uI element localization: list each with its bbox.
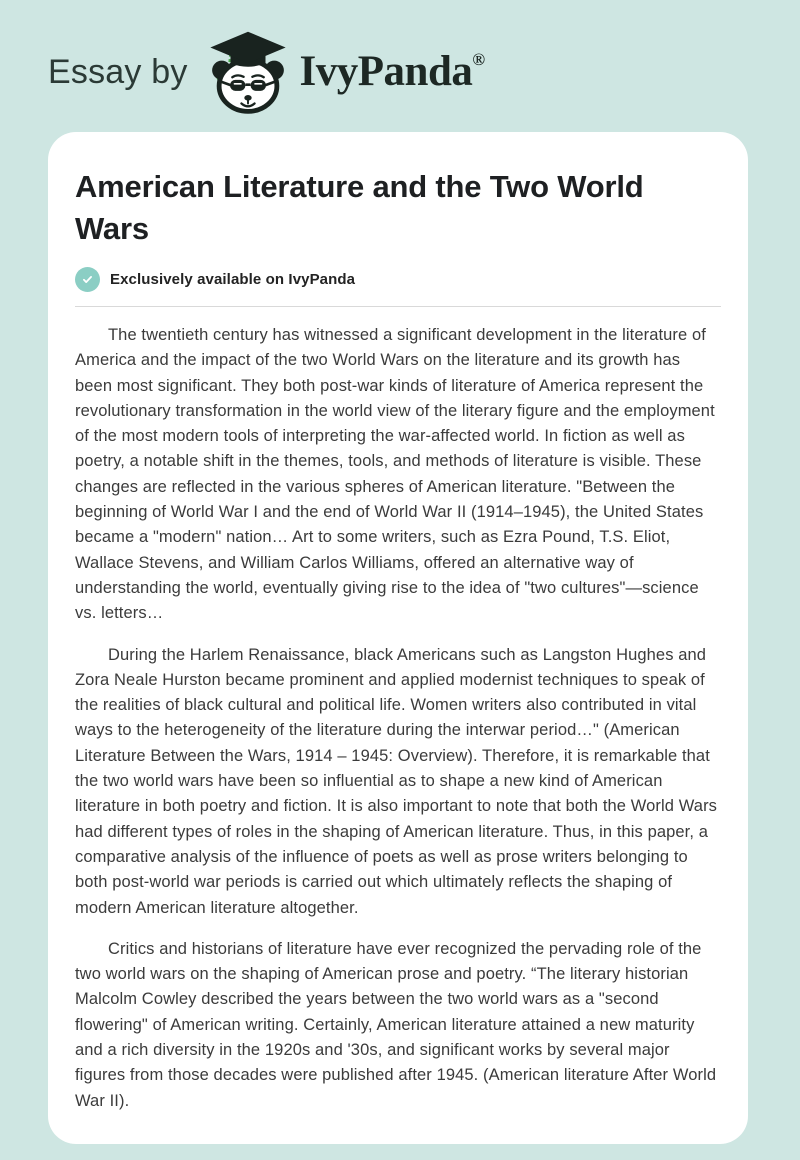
registered-mark: ® — [472, 50, 486, 70]
essay-paragraph-2: During the Harlem Renaissance, black Americans such as Langston Hughes and Zora Neale Hurston became prominent and applied modernist techniques to speak of the realities of black cultural and political life. Women writers also contributed in vital ways to the heterogeneity of the literature during the interwar period…" (American Literature Between the Wars, 1914 – 1945: Overview). Therefore, it is remarkable that the two world wars have been so influential as to shape a new kind of American literature in both poetry and fiction. It is also important to note that both the World Wars had different types of roles in the shaping of American literature. Thus, in this paper, a comparative analysis of the influence of poets as well as prose writers belonging to both post-world war periods is carried out which ultimately reflects the shaping of modern American literature altogether. — [75, 645, 718, 917]
essay-paragraph-3: Critics and historians of literature have ever recognized the pervading role of the two world wars on the shaping of American prose and poetry. “The literary historian Malcolm Cowley described the years between the two world wars as a "second flowering" of American writing. Certainly, American literature attained a new maturity and a rich diversity in the 1920s and '30s, and significant works by several major figures from those decades were published after 1945. (American literature After World War II). — [75, 939, 717, 1110]
availability-badge — [75, 267, 721, 292]
brand-name: IvyPanda — [299, 48, 473, 96]
page-title: American Literature and the Two World Wars — [75, 169, 644, 246]
essay-paragraph-1: The twentieth century has witnessed a significant development in the literature of America and the impact of the two World Wars on the literature and its growth has been most significant. They both post-war kinds of literature of America represent the revolutionary transformation in the world view of the literary figure and the employment of the most modern tools of interpreting the war-affected world. In fiction as well as poetry, a notable shift in the themes, tools, and methods of literature is visible. These changes are reflected in the various spheres of American literature. "Between the beginning of World War I and the end of World War II (1914–1945), the United States became a "modern" nation… Art to some writers, such as Ezra Pound, T.S. Eliot, Wallace Stevens, and William Carlos Williams, offered an alternative way of understanding the world, eventually giving rise to the idea of "two cultures"—science vs. letters… — [75, 326, 715, 623]
panda-graduate-icon — [204, 30, 292, 114]
glasses-lens-left — [230, 80, 245, 91]
glasses-lens-right — [250, 80, 265, 91]
check-icon — [75, 267, 100, 292]
availability-label: Exclusively available on IvyPanda — [110, 271, 356, 288]
ivypanda-logo — [204, 30, 292, 114]
brand — [300, 48, 486, 95]
essay-card — [48, 132, 748, 1144]
divider — [75, 306, 721, 307]
mortarboard-icon — [210, 32, 285, 64]
essay-by-label: Essay by — [48, 52, 188, 91]
site-header — [0, 0, 800, 116]
